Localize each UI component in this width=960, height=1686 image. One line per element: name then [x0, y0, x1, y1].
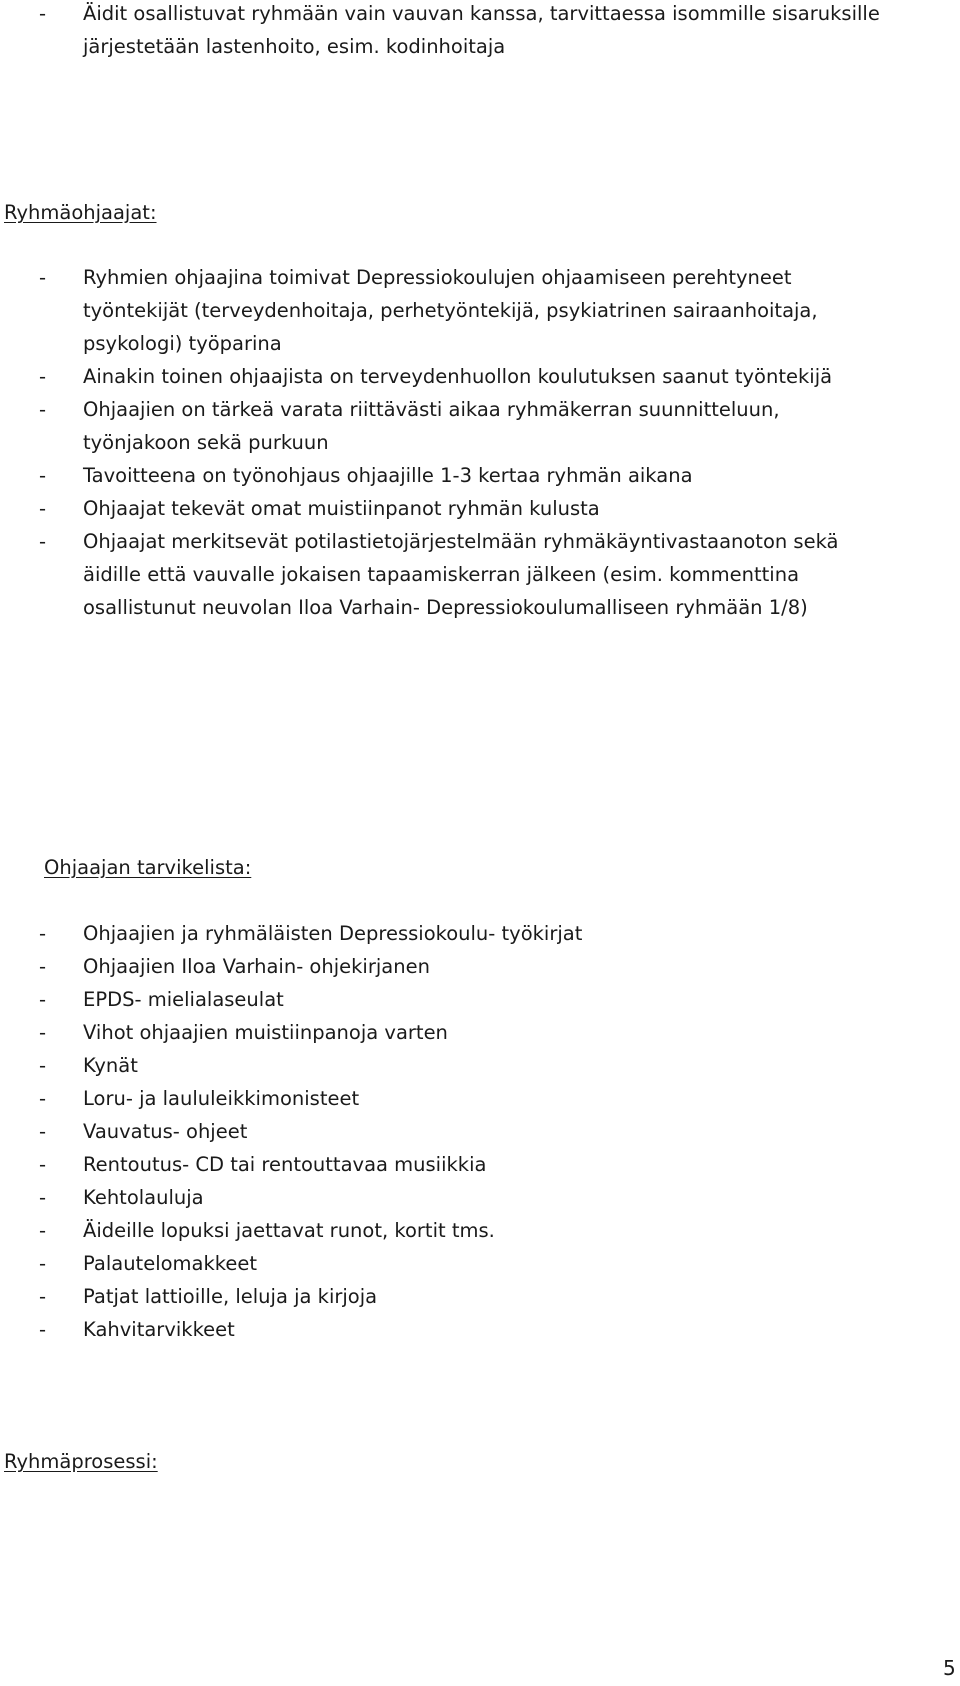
list-dash: -	[39, 1153, 47, 1176]
section-heading-tarvikelista: Ohjaajan tarvikelista:	[44, 856, 252, 879]
page-number: 5	[943, 1656, 956, 1680]
list-item-text: Loru- ja laululeikkimonisteet	[83, 1087, 360, 1110]
list-dash: -	[39, 1120, 47, 1143]
list-item-continuation: äidille että vauvalle jokaisen tapaamiskerran jälkeen (esim. kommenttina	[83, 563, 800, 586]
list-dash: -	[39, 266, 47, 289]
list-dash: -	[39, 530, 47, 553]
list-item-continuation: psykologi) työparina	[83, 332, 282, 355]
list-item-text: Äideille lopuksi jaettavat runot, kortit tms.	[83, 1219, 495, 1242]
list-item-text: Kynät	[83, 1054, 138, 1077]
list-item-text: EPDS- mielialaseulat	[83, 988, 284, 1011]
list-item-text: Ohjaajat merkitsevät potilastietojärjestelmään ryhmäkäyntivastaanoton sekä	[83, 530, 839, 553]
list-item-text: Ohjaajat tekevät omat muistiinpanot ryhmän kulusta	[83, 497, 600, 520]
list-item-text: Palautelomakkeet	[83, 1252, 258, 1275]
list-item-text: Äidit osallistuvat ryhmään vain vauvan kanssa, tarvittaessa isommille sisaruksille	[83, 2, 880, 25]
list-dash: -	[39, 1219, 47, 1242]
list-dash: -	[39, 1285, 47, 1308]
list-item-continuation: työntekijät (terveydenhoitaja, perhetyöntekijä, psykiatrinen sairaanhoitaja,	[83, 299, 818, 322]
list-item-text: Rentoutus- CD tai rentouttavaa musiikkia	[83, 1153, 487, 1176]
list-item-continuation: järjestetään lastenhoito, esim. kodinhoitaja	[83, 35, 506, 58]
list-dash: -	[39, 497, 47, 520]
list-dash: -	[39, 464, 47, 487]
list-dash: -	[39, 1252, 47, 1275]
list-dash: -	[39, 398, 47, 421]
list-item-text: Ohjaajien Iloa Varhain- ohjekirjanen	[83, 955, 430, 978]
list-dash: -	[39, 1054, 47, 1077]
list-item-text: Kahvitarvikkeet	[83, 1318, 235, 1341]
list-item-text: Ohjaajien ja ryhmäläisten Depressiokoulu- työkirjat	[83, 922, 583, 945]
list-dash: -	[39, 1087, 47, 1110]
list-item-text: Patjat lattioille, leluja ja kirjoja	[83, 1285, 378, 1308]
list-dash: -	[39, 1318, 47, 1341]
list-item-text: Kehtolauluja	[83, 1186, 204, 1209]
list-item-text: Vihot ohjaajien muistiinpanoja varten	[83, 1021, 448, 1044]
list-dash: -	[39, 922, 47, 945]
list-item-text: Tavoitteena on työnohjaus ohjaajille 1-3 kertaa ryhmän aikana	[83, 464, 693, 487]
list-dash: -	[39, 1186, 47, 1209]
list-item-text: Vauvatus- ohjeet	[83, 1120, 248, 1143]
section-heading-ohjaajat: Ryhmäohjaajat:	[4, 201, 157, 224]
list-item-continuation: työnjakoon sekä purkuun	[83, 431, 329, 454]
list-item-continuation: osallistunut neuvolan Iloa Varhain- Depressiokoulumalliseen ryhmään 1/8)	[83, 596, 808, 619]
list-dash: -	[39, 988, 47, 1011]
list-dash: -	[39, 1021, 47, 1044]
section-heading-prosessi: Ryhmäprosessi:	[4, 1450, 158, 1473]
list-dash: -	[39, 365, 47, 388]
list-dash: -	[39, 2, 47, 25]
list-item-text: Ohjaajien on tärkeä varata riittävästi aikaa ryhmäkerran suunnitteluun,	[83, 398, 780, 421]
list-item-text: Ainakin toinen ohjaajista on terveydenhuollon koulutuksen saanut työntekijä	[83, 365, 833, 388]
list-item-text: Ryhmien ohjaajina toimivat Depressiokoulujen ohjaamiseen perehtyneet	[83, 266, 792, 289]
list-dash: -	[39, 955, 47, 978]
